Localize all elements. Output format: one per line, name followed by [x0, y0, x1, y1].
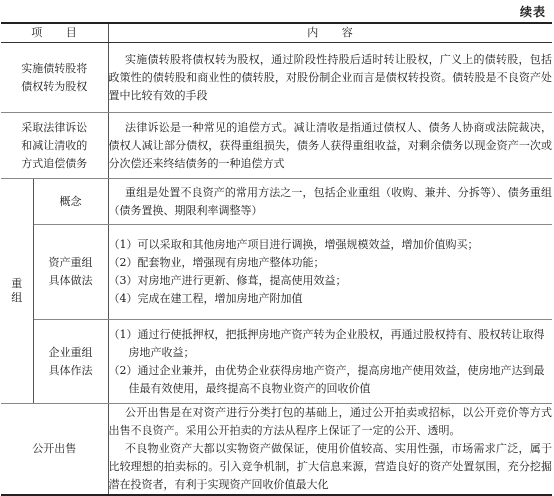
row-label-legal: 采取法律诉讼 和减让清收的 方式追偿债务	[1, 113, 108, 179]
table-header-row	[1, 23, 552, 43]
header-content: 内 容	[108, 23, 552, 43]
asset-disposal-table	[1, 22, 552, 496]
row-label-debt-equity: 实施债转股将 债权转为股权	[1, 43, 108, 113]
list-item: （3）对房地产进行更新、修葺，提高使用效益；	[108, 274, 347, 287]
continued-label: 续表	[519, 5, 546, 19]
header-item: 项 目	[1, 23, 108, 43]
row-label-concept: 概念	[33, 179, 108, 225]
table-row-legal	[1, 113, 552, 179]
row-content-enterprise-reorg	[108, 320, 552, 404]
list-item: （4）完成在建工程，增加房地产附加值	[108, 292, 303, 305]
row-content-concept: 重组是处置不良资产的常用方法之一，包括企业重组（收购、兼并、分拆等）、债务重组（债务置换、期限利率调整等）	[108, 179, 552, 225]
list-item: （1）可以采取和其他房地产项目进行调换，增强规模效益，增加价值购买；	[108, 238, 479, 251]
row-label-public-sale: 公开出售	[1, 404, 108, 496]
row-content-legal: 法律诉讼是一种常见的追偿方式。减让清收是指通过债权人、债务人协商或法院裁决，债权人减让部分债权，获得重组损失，债务人获得重组收益，对剩余债务以现金资产一次或分次偿还来终结债务的一种追偿方式	[108, 113, 552, 179]
row-group-label-reorg: 重 组	[1, 179, 33, 404]
table-row-public-sale	[1, 404, 552, 496]
table-row-debt-equity	[1, 43, 552, 113]
paragraph: 不良物业资产大都以实物资产做保证，使用价值较高、实用性强，市场需求广泛，属于比较理想的拍卖标的。引入竞争机制，扩大信息来源，营造良好的资产处置氛围，充分挖掘潜在投资者，有利于实现资产回收价值最大化	[108, 442, 552, 491]
table-row-reorg-enterprise	[1, 320, 552, 404]
list-item: （2）通过企业兼并，由优势企业获得房地产资产，提高房地产使用效益，使房地产达到最佳最有效使用，最终提高不良物业资产的回收价值	[108, 363, 545, 395]
table-row-reorg-asset	[1, 225, 552, 320]
list-item: （1）通过行使抵押权，把抵押房地产资产转为企业股权，再通过股权持有、股权转让取得房地产收益；	[108, 327, 545, 359]
list-item: （2）配套物业，增强现有房地产整体功能；	[108, 256, 325, 269]
row-content-debt-equity: 实施债转股将债权转为股权，通过阶段性持股后适时转让股权，广义上的债转股，包括政策性的债转股和商业性的债转股，对股份制企业而言是债权转投资。债转股是不良资产处置中比较有效的手段	[108, 43, 552, 113]
row-content-public-sale	[108, 404, 552, 496]
row-content-asset-reorg	[108, 225, 552, 320]
table-row-reorg-concept	[1, 179, 552, 225]
row-label-enterprise-reorg: 企业重组 具体作法	[33, 320, 108, 404]
paragraph: 公开出售是在对资产进行分类打包的基础上，通过公开拍卖或招标，以公开竞价等方式出售不良资产。采用公开拍卖的方法从程序上保证了一定的公开、透明。	[108, 406, 552, 437]
row-label-asset-reorg: 资产重组 具体做法	[33, 225, 108, 320]
